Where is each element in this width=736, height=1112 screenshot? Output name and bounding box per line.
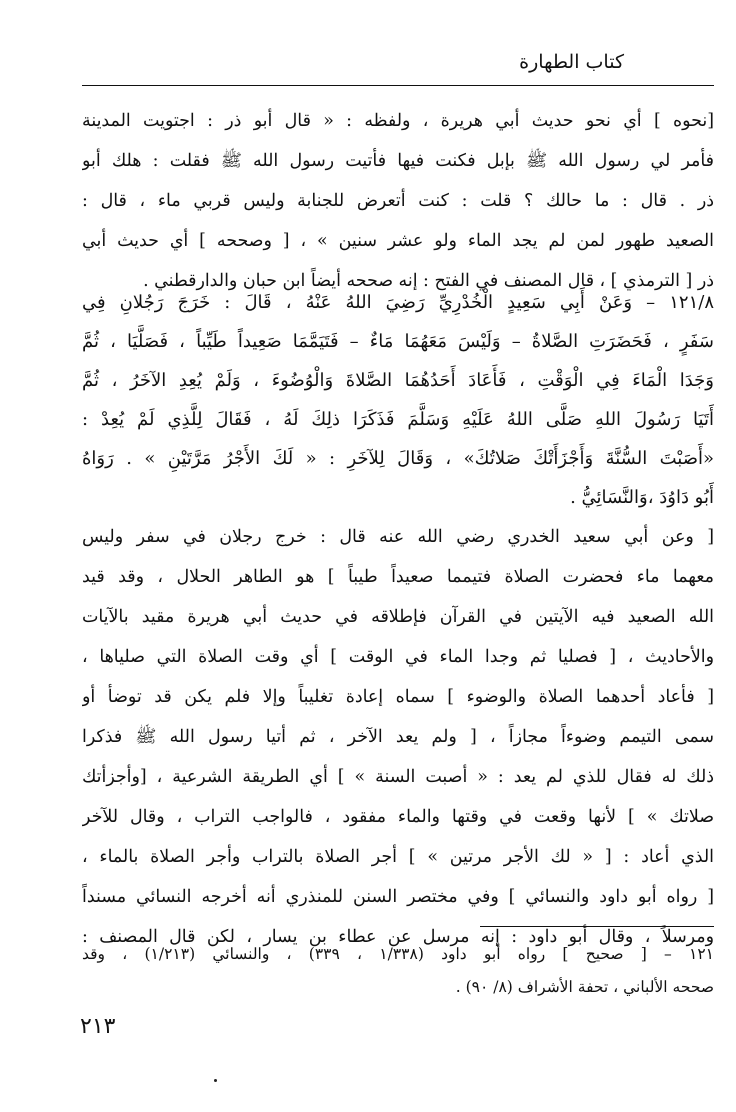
hadith-line: أَتَيَا رَسُولَ اللهِ صَلَّى اللهُ عَلَيْهِ وَسَلَّمَ فَذَكَرَا ذلِكَ لَهُ ، فَقَالَ لِلَّذِي لَمْ يُعِدْ : bbox=[82, 409, 714, 430]
hadith-line: وَجَدَا الْمَاءَ فِي الْوَقْتِ ، فَأَعَادَ أَحَدُهُمَا الصَّلاةَ وَالْوُضُوءَ ، وَلَمْ يُعِدِ الآخَرُ ، ثُمَّ bbox=[82, 370, 714, 391]
scan-speck bbox=[214, 1079, 217, 1082]
text-line: فأمر لي رسول الله ﷺ بإبل فكنت فيها فأتيت رسول الله ﷺ فقلت : هلك أبو bbox=[82, 151, 714, 171]
hadith-text bbox=[82, 283, 714, 517]
text-line: الذي أعاد : [ « لك الأجر مرتين » ] أجر الصلاة بالتراب وأجر الصلاة بالماء ، bbox=[82, 847, 714, 867]
text-line: ومرسلاً ، وقال أبو داود : إنه مرسل عن عطاء بن يسار ، لكن قال المصنف : bbox=[82, 927, 714, 947]
footnote-line: صححه الألباني ، تحفة الأشراف (٨/ ٩٠) . bbox=[455, 978, 714, 996]
text-line: [نحوه ] أي نحو حديث أبي هريرة ، ولفظه : « قال أبو ذر : اجتويت المدينة bbox=[82, 111, 714, 131]
text-line: معهما ماء فحضرت الصلاة فتيمما صعيداً طيباً ] هو الطاهر الحلال ، وقد قيد bbox=[82, 567, 714, 587]
text-line: [ رواه أبو داود والنسائي ] وفي مختصر السنن للمنذري أنه أخرجه النسائي مسنداً bbox=[82, 887, 714, 907]
text-line: صلاتك » ] لأنها وقعت في وقتها والماء مفقود ، فالواجب التراب ، وقال للآخر bbox=[82, 807, 714, 827]
text-line: [ فأعاد أحدهما الصلاة والوضوء ] سماه إعادة تغليباً وإلا فلم يكن قد توضأ أو bbox=[82, 687, 714, 707]
footnote-divider bbox=[480, 926, 714, 927]
commentary-intro bbox=[82, 101, 714, 301]
text-line: سمى التيمم وضوءاً مجازاً ، [ ولم يعد الآخر ، ثم أتيا رسول الله ﷺ فذكرا bbox=[82, 727, 714, 747]
text-line: والأحاديث ، [ فصليا ثم وجدا الماء في الوقت ] أي وقت الصلاة التي صلياها ، bbox=[82, 647, 714, 667]
text-line: [ وعن أبي سعيد الخدري رضي الله عنه قال : خرج رجلان في سفر وليس bbox=[82, 527, 714, 547]
text-line: ذر . قال : ما حالك ؟ قلت : كنت أتعرض للجنابة وليس قربي ماء ، قال : bbox=[82, 191, 714, 211]
footnote-line: ١٢١ – [ صحيح ] رواه أبو داود (١/٣٣٨ ، ٣٣٩) ، والنسائي (١/٢١٣) ، وقد bbox=[82, 945, 714, 963]
footnote bbox=[82, 938, 714, 1004]
running-header-title: كتاب الطهارة bbox=[519, 51, 624, 73]
text-line: الله الصعيد فيه الآيتين في القرآن فإطلاقه في حديث أبي هريرة مقيد بالآيات bbox=[82, 607, 714, 627]
hadith-line: سَفَرٍ ، فَحَضَرَتِ الصَّلاةُ – وَلَيْسَ مَعَهُمَا مَاءٌ – فَتَيَمَّمَا صَعِيداً طَيِّباً ، فَصَلَّيَا ، ثُمَّ bbox=[82, 331, 714, 352]
commentary-main bbox=[82, 517, 714, 957]
hadith-line: أَبُو دَاوُدَ ،وَالنَّسَائِيُّ . bbox=[570, 487, 714, 508]
header-divider bbox=[82, 85, 714, 86]
hadith-line: «أَصَبْتَ السُّنَّةَ وَأَجْزَأَتْكَ صَلاتُكَ» ، وَقَالَ لِلآخَرِ : « لَكَ الأَجْرُ مَرَّتَيْنِ » . رَوَاهُ bbox=[82, 448, 714, 469]
text-line: الصعيد طهور لمن لم يجد الماء ولو عشر سنين » ، [ وصححه ] أي حديث أبي bbox=[82, 231, 714, 251]
hadith-line: ١٢١/٨ – وَعَنْ أَبِي سَعِيدٍ الْخُدْرِيِّ رَضِيَ اللهُ عَنْهُ ، قَالَ : خَرَجَ رَجُلانِ فِي bbox=[82, 292, 714, 313]
text-line: ذلك له فقال للذي لم يعد : « أصبت السنة » ] أي الطريقة الشرعية ، [وأجزأتك bbox=[82, 767, 714, 787]
page-number: ٢١٣ bbox=[80, 1014, 116, 1039]
text-line: ذر [ الترمذي ] ، قال المصنف في الفتح : إنه صححه أيضاً ابن حبان والدارقطني . bbox=[143, 271, 714, 291]
